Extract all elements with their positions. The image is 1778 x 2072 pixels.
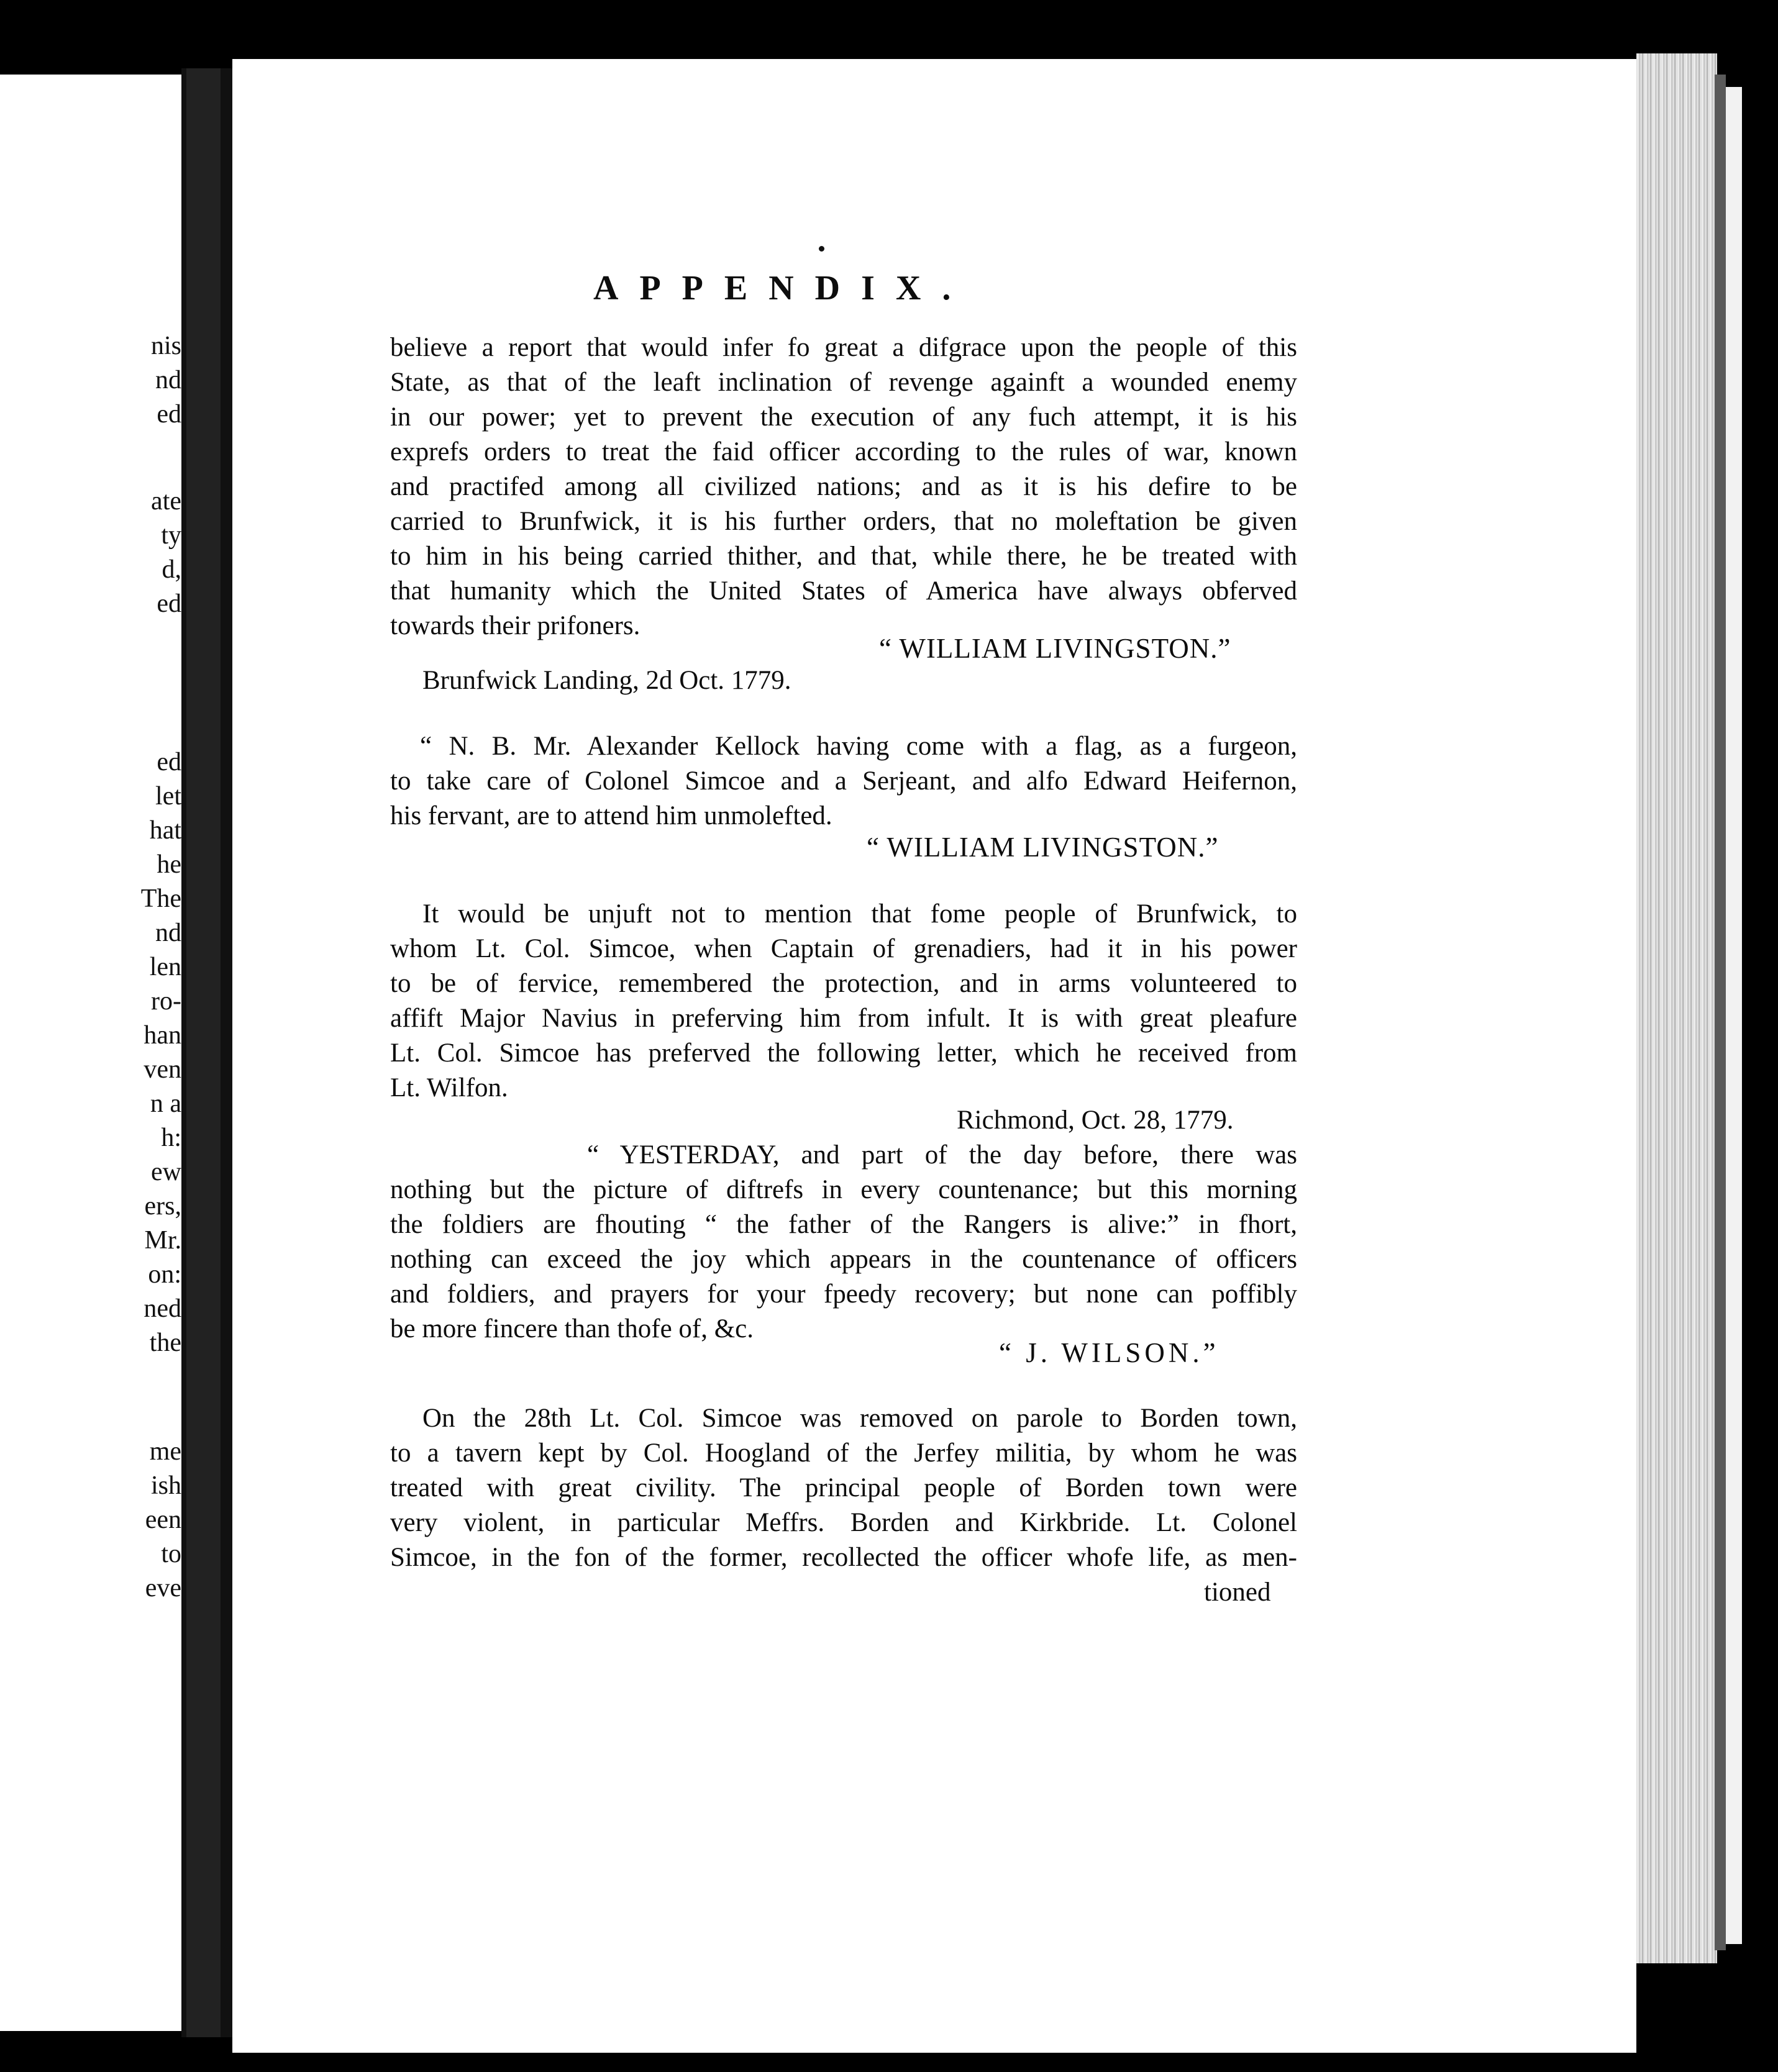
facing-page-fragment: h:	[161, 1124, 181, 1152]
text-line: Lt. Wilfon.	[390, 1073, 508, 1102]
facing-page-fragment: ty	[161, 521, 181, 550]
facing-page-fragment: ew	[151, 1158, 181, 1186]
text-line: nothing but the picture of diftrefs in every countenance; but this morning	[390, 1175, 1297, 1204]
text-line: to a tavern kept by Col. Hoogland of the Jerfey militia, by whom he was	[390, 1438, 1297, 1468]
facing-page-fragment: Mr.	[144, 1226, 181, 1255]
dateline: Richmond, Oct. 28, 1779.	[957, 1106, 1234, 1135]
text-line: nothing can exceed the joy which appears in the countenance of officers	[390, 1245, 1297, 1274]
facing-page-fragment: he	[157, 850, 181, 879]
text-line: to him in his being carried thither, and that, while there, he be treated with	[390, 542, 1297, 571]
facing-page-fragment: han	[144, 1021, 181, 1050]
facing-page-fragment: me	[149, 1437, 181, 1466]
facing-page-fragment: ed	[157, 400, 181, 429]
text-line: believe a report that would infer fo great a difgrace upon the people of this	[390, 333, 1297, 362]
facing-page-fragment: d,	[162, 555, 181, 584]
text-line: and practifed among all civilized nations; and as it is his defire to be	[390, 472, 1297, 501]
facing-page-fragment: ers,	[144, 1192, 181, 1220]
facing-page-fragment: nd	[155, 366, 181, 394]
running-header: APPENDIX.	[593, 269, 972, 307]
facing-page-fragment: hat	[149, 816, 181, 845]
text-line: “ N. B. Mr. Alexander Kellock having come with a flag, as a furgeon,	[420, 732, 1297, 761]
facing-page-fragment: The	[140, 884, 181, 913]
ink-dot	[819, 246, 824, 252]
text-line: to be of fervice, remembered the protection, and in arms volunteered to	[390, 969, 1297, 998]
facing-page-fragment: let	[155, 782, 181, 811]
facing-page-fragment: ven	[144, 1055, 181, 1084]
signature: “ J. WILSON.”	[999, 1337, 1220, 1368]
facing-page-fragment: eve	[145, 1574, 181, 1602]
facing-page-fragment: een	[145, 1506, 181, 1534]
facing-page-fragment: ned	[144, 1294, 181, 1323]
text-line: treated with great civility. The principal people of Borden town were	[390, 1473, 1297, 1502]
facing-page-fragment: on:	[148, 1260, 181, 1289]
facing-page-fragment: nd	[155, 919, 181, 947]
text-line: be more fincere than thofe of, &c.	[390, 1314, 754, 1343]
facing-page-fragment: ate	[151, 487, 181, 516]
text-line: Simcoe, in the fon of the former, recollected the officer whofe life, as men-	[390, 1543, 1297, 1572]
text-line: carried to Brunfwick, it is his further orders, that no moleftation be given	[390, 507, 1297, 536]
text-line: very violent, in particular Meffrs. Borden and Kirkbride. Lt. Colonel	[390, 1508, 1297, 1537]
place-date: Brunfwick Landing, 2d Oct. 1779.	[422, 666, 791, 695]
text-line: whom Lt. Col. Simcoe, when Captain of grenadiers, had it in his power	[390, 934, 1297, 963]
page-edges	[1636, 53, 1717, 1963]
book-cover-edge	[1715, 75, 1726, 1950]
gutter-shadow	[186, 68, 221, 2037]
facing-page-fragment: to	[161, 1540, 181, 1568]
text-line: State, as that of the leaft inclination of revenge againft a wounded enemy	[390, 368, 1297, 397]
text-line: towards their prifoners.	[390, 611, 641, 640]
signature: “ WILLIAM LIVINGSTON.”	[879, 633, 1231, 664]
facing-page-fragment: nis	[150, 332, 181, 360]
text-line: affift Major Navius in preferving him from infult. It is with great pleafure	[390, 1004, 1297, 1033]
text-line: to take care of Colonel Simcoe and a Serjeant, and alfo Edward Heifernon,	[390, 766, 1297, 796]
facing-page-fragment: the	[149, 1329, 181, 1357]
text-line: the foldiers are fhouting “ the father of the Rangers is alive:” in fhort,	[390, 1210, 1297, 1239]
text-line: his fervant, are to attend him unmolefted.	[390, 801, 832, 830]
text-line: It would be unjuft not to mention that fome people of Brunfwick, to	[422, 899, 1297, 929]
facing-page-fragment: len	[149, 953, 181, 981]
text-line: exprefs orders to treat the faid officer according to the rules of war, known	[390, 437, 1297, 466]
facing-page-fragment: ro-	[151, 987, 181, 1016]
text-line: “ YESTERDAY, and part of the day before, there was	[587, 1140, 1297, 1170]
text-line: Lt. Col. Simcoe has preferved the following letter, which he received from	[390, 1038, 1297, 1068]
text-line: in our power; yet to prevent the execution of any fuch attempt, it is his	[390, 402, 1297, 432]
catchword: tioned	[1204, 1578, 1271, 1607]
facing-page-fragment: ed	[157, 748, 181, 776]
text-line: that humanity which the United States of America have always obferved	[390, 576, 1297, 606]
book-cover-board	[1726, 87, 1742, 1944]
facing-page-fragment: ed	[157, 589, 181, 618]
text-line: and foldiers, and prayers for your fpeedy recovery; but none can poffibly	[390, 1279, 1297, 1309]
facing-page-fragment: ish	[150, 1471, 181, 1500]
text-line: On the 28th Lt. Col. Simcoe was removed on parole to Borden town,	[422, 1404, 1297, 1433]
signature: “ WILLIAM LIVINGSTON.”	[867, 832, 1219, 863]
facing-page-fragment: n a	[150, 1089, 181, 1118]
